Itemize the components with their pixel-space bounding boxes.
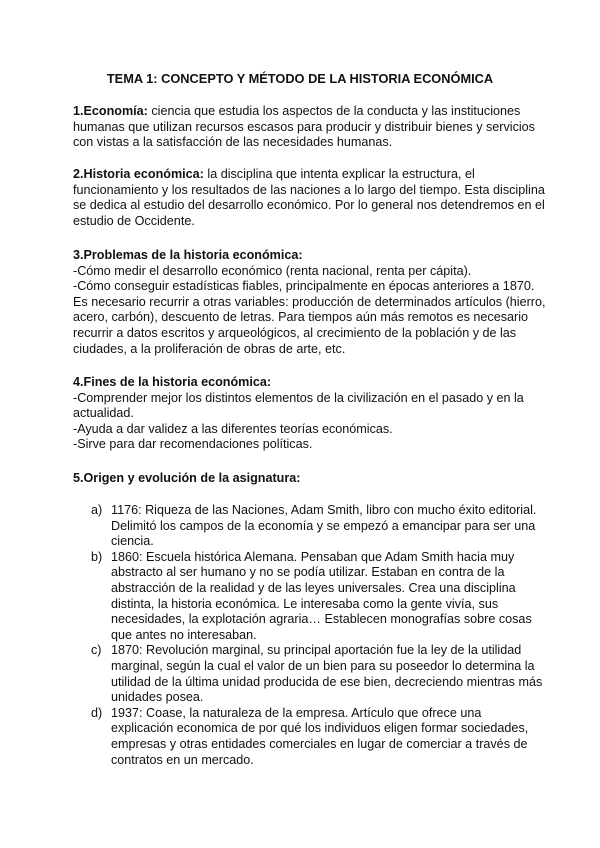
list-item-line: 1176: Riqueza de las Naciones, Adam Smith, libro con mucho éxito editorial. bbox=[111, 503, 537, 517]
list-item-line: contratos en un mercado. bbox=[111, 752, 254, 767]
section-heading: 1.Economía: bbox=[73, 104, 148, 118]
list-item-line: 1937: Coase, la naturaleza de la empresa. Artículo que ofrece una bbox=[111, 705, 482, 720]
list-marker: a) bbox=[91, 503, 103, 517]
paragraph-line: ciudades, a la proliferación de obras de arte, etc. bbox=[73, 341, 346, 356]
paragraph-line: -Cómo medir el desarrollo económico (renta nacional, renta per cápita). bbox=[73, 263, 472, 278]
list-item-line: abstracción de la realidad y de las leyes universales. Crea una disciplina bbox=[111, 580, 516, 595]
paragraph-line: -Sirve para dar recomendaciones políticas. bbox=[73, 437, 313, 452]
list-item-line: 1860: Escuela histórica Alemana. Pensaban que Adam Smith hacia muy bbox=[111, 549, 515, 564]
paragraph-line: -Ayuda a dar validez a las diferentes teorías económicas. bbox=[73, 421, 393, 436]
list-item-line: 1870: Revolución marginal, su principal aportación fue la ley de la utilidad bbox=[111, 643, 522, 658]
page-title: TEMA 1: CONCEPTO Y MÉTODO DE LA HISTORIA ECONÓMICA bbox=[106, 71, 494, 86]
origin-list bbox=[91, 503, 543, 768]
section-heading: 4.Fines de la historia económica: bbox=[73, 375, 272, 389]
paragraph-line: -Comprender mejor los distintos elementos de la civilización en el pasado y en la bbox=[73, 390, 524, 405]
paragraph-text: la disciplina que intenta explicar la estructura, el bbox=[203, 167, 475, 181]
paragraph-line: Es necesario recurrir a otras variables: producción de determinados artículos (hierro, bbox=[73, 294, 546, 309]
paragraph-line: funcionamiento y los resultados de las naciones a lo largo del tiempo. Esta disciplina bbox=[73, 182, 545, 197]
section-historia-economica bbox=[73, 167, 545, 229]
section-fines bbox=[73, 375, 535, 453]
list-item-line: utilidad de la última unidad producida de ese bien, decreciendo mientras más bbox=[111, 674, 543, 689]
list-item bbox=[91, 550, 531, 644]
list-item-line: distinta, la historia económica. Le interesaba como la gente vivía, sus bbox=[111, 596, 499, 611]
section-problemas bbox=[73, 248, 546, 357]
paragraph-line: se dedica al estudio del desarrollo económico. Por lo general nos detendremos en el bbox=[73, 198, 545, 213]
list-item bbox=[91, 503, 537, 550]
list-item-line: marginal, según la cual el valor de un bien para su poseedor lo determina la bbox=[111, 658, 535, 673]
list-marker: d) bbox=[91, 705, 103, 720]
paragraph-line: -Cómo conseguir estadísticas fiables, principalmente en épocas anteriores a 1870. bbox=[73, 279, 535, 294]
paragraph-line: humanas que utilizan recursos escasos para producir y distribuir bienes y servicios bbox=[73, 119, 535, 134]
list-marker: b) bbox=[91, 549, 103, 564]
list-marker: c) bbox=[91, 643, 102, 658]
paragraph-line: estudio de Occidente. bbox=[73, 213, 195, 228]
section-heading: 2.Historia económica: bbox=[73, 167, 204, 181]
paragraph-line: acero, carbón), descuento de letras. Para tiempos aún más remotos es necesario bbox=[73, 310, 529, 325]
list-item bbox=[91, 643, 543, 705]
section-heading: 5.Origen y evolución de la asignatura: bbox=[73, 471, 301, 485]
section-heading: 3.Problemas de la historia económica: bbox=[73, 248, 303, 262]
list-item-line: necesidades, la explotación agraria… Establecen monografías sobre cosas bbox=[111, 612, 532, 627]
paragraph-line: con vistas a la satisfacción de las necesidades humanas. bbox=[73, 135, 393, 150]
section-economia bbox=[73, 104, 535, 151]
section-line bbox=[73, 104, 535, 120]
list-item bbox=[91, 706, 531, 768]
paragraph-line: actualidad. bbox=[73, 406, 134, 421]
section-line bbox=[73, 167, 535, 183]
list-item-line: que antes no interesaban. bbox=[111, 627, 257, 642]
paragraph-line: recurrir a datos escritos y arqueológicos, al crecimiento de la población y de las bbox=[73, 325, 517, 340]
paragraph-text: ciencia que estudia los aspectos de la conducta y las instituciones bbox=[147, 104, 521, 118]
list-item-line: empresas y otras entidades comerciales en lugar de comerciar a través de bbox=[111, 736, 528, 751]
list-item-line: explicación economica de por qué los individuos eligen formar sociedades, bbox=[111, 721, 529, 736]
list-item-line: ciencia. bbox=[111, 534, 154, 549]
list-item-line: abstracto al ser humano y no se podía utilizar. Estaban en contra de la bbox=[111, 565, 505, 580]
section-origen bbox=[73, 471, 535, 487]
list-item-line: unidades posea. bbox=[111, 690, 204, 705]
list-item-line: Delimitó los campos de la economía y se empezó a emancipar para ser una bbox=[111, 518, 536, 533]
